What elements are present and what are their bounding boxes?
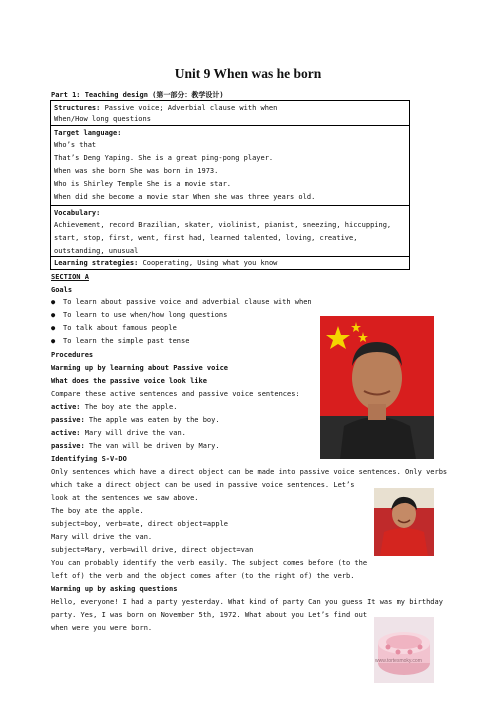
paragraph-line: when were you were born. bbox=[51, 624, 153, 632]
birthday-cake-photo bbox=[374, 617, 434, 683]
warmup2-heading: Warming up by asking questions bbox=[51, 585, 178, 593]
paragraph-line: Hello, everyone! I had a party yesterday. What kind of party Can you guess It was my birthday bbox=[51, 598, 443, 606]
goal-item: ● To learn to use when/how long questions bbox=[51, 311, 228, 319]
paragraph-line: which take a direct object can be used in passive voice sentences. Let’s bbox=[51, 481, 355, 489]
warmup1-heading: Warming up by learning about Passive voice bbox=[51, 364, 229, 372]
paragraph-line: Only sentences which have a direct object can be made into passive voice sentences. Only verbs bbox=[51, 468, 448, 476]
strategies-text: Cooperating, Using what you know bbox=[138, 259, 278, 267]
target-line: When was she born She was born in 1973. bbox=[54, 167, 219, 175]
sentence-line: You can probably identify the verb easily. The subject comes before (to the bbox=[51, 559, 368, 567]
birthday-cake-illustration bbox=[374, 617, 434, 683]
procedures-heading: Procedures bbox=[51, 351, 94, 359]
vocab-label: Vocabulary: bbox=[54, 209, 101, 217]
strategies-line bbox=[54, 258, 277, 268]
vocabulary-cell bbox=[50, 205, 410, 257]
goal-item: ● To talk about famous people bbox=[51, 324, 177, 332]
page-title: Unit 9 When was he born bbox=[174, 66, 322, 81]
bullet-icon: ● bbox=[51, 324, 56, 332]
cake-watermark: www.tortesmoky.com bbox=[375, 658, 422, 664]
athlete-photo bbox=[374, 488, 434, 556]
goal-item: ● To learn about passive voice and adverbial clause with when bbox=[51, 298, 312, 306]
bullet-icon: ● bbox=[51, 311, 56, 319]
sentence-line: The boy ate the apple. bbox=[51, 507, 144, 515]
structures-text: Passive voice; Adverbial clause with when bbox=[100, 104, 278, 112]
sentence-line: left of) the verb and the object comes after (to the right of) the verb. bbox=[51, 572, 355, 580]
target-line: Who is Shirley Temple She is a movie star. bbox=[54, 180, 232, 188]
example-active: active: Mary will drive the van. bbox=[51, 429, 186, 437]
strategies-label: Learning strategies: bbox=[54, 259, 139, 267]
example-passive: passive: The van will be driven by Mary. bbox=[51, 442, 220, 450]
bullet-icon: ● bbox=[51, 298, 56, 306]
target-line: That’s Deng Yaping. She is a great ping-pong player. bbox=[54, 154, 274, 162]
player-flag-photo bbox=[320, 316, 434, 459]
structures-cell bbox=[50, 100, 410, 126]
goal-item: ● To learn the simple past tense bbox=[51, 337, 190, 345]
part1-heading: Part 1: Teaching design (第一部分：教学设计) bbox=[51, 91, 224, 99]
paragraph-line: party. Yes, I was born on November 5th, 1972. What about you Let’s find out bbox=[51, 611, 368, 619]
sentence-line: subject=boy, verb=ate, direct object=apple bbox=[51, 520, 229, 528]
vocab-line: Achievement, record Brazilian, skater, violinist, pianist, sneezing, hiccupping, bbox=[54, 221, 392, 229]
compare-text: Compare these active sentences and passive voice sentences: bbox=[51, 390, 300, 398]
strategies-cell bbox=[50, 256, 410, 270]
structures-label: Structures: bbox=[54, 104, 101, 112]
goals-heading: Goals bbox=[51, 286, 73, 294]
vocab-line: start, stop, first, went, first had, learned talented, loving, creative, bbox=[54, 234, 358, 242]
paragraph-line: look at the sentences we saw above. bbox=[51, 494, 199, 502]
target-language-cell bbox=[50, 125, 410, 206]
target-line: When did she become a movie star When she was three years old. bbox=[54, 193, 316, 201]
player-flag-illustration bbox=[320, 316, 434, 459]
target-label: Target language: bbox=[54, 129, 122, 137]
example-active: active: The boy ate the apple. bbox=[51, 403, 178, 411]
structures-line2: When/How long questions bbox=[54, 115, 151, 123]
vocab-line: outstanding, unusual bbox=[54, 247, 139, 255]
sentence-line: subject=Mary, verb=will drive, direct object=van bbox=[51, 546, 254, 554]
sentence-line: Mary will drive the van. bbox=[51, 533, 153, 541]
bullet-icon: ● bbox=[51, 337, 56, 345]
what-does-heading: What does the passive voice look like bbox=[51, 377, 207, 385]
identifying-heading: Identifying S-V-DO bbox=[51, 455, 127, 463]
target-line: Who’s that bbox=[54, 141, 97, 149]
athlete-illustration bbox=[374, 488, 434, 556]
structures-line bbox=[54, 103, 277, 113]
example-passive: passive: The apple was eaten by the boy. bbox=[51, 416, 220, 424]
section-a-heading: SECTION A bbox=[51, 273, 89, 281]
